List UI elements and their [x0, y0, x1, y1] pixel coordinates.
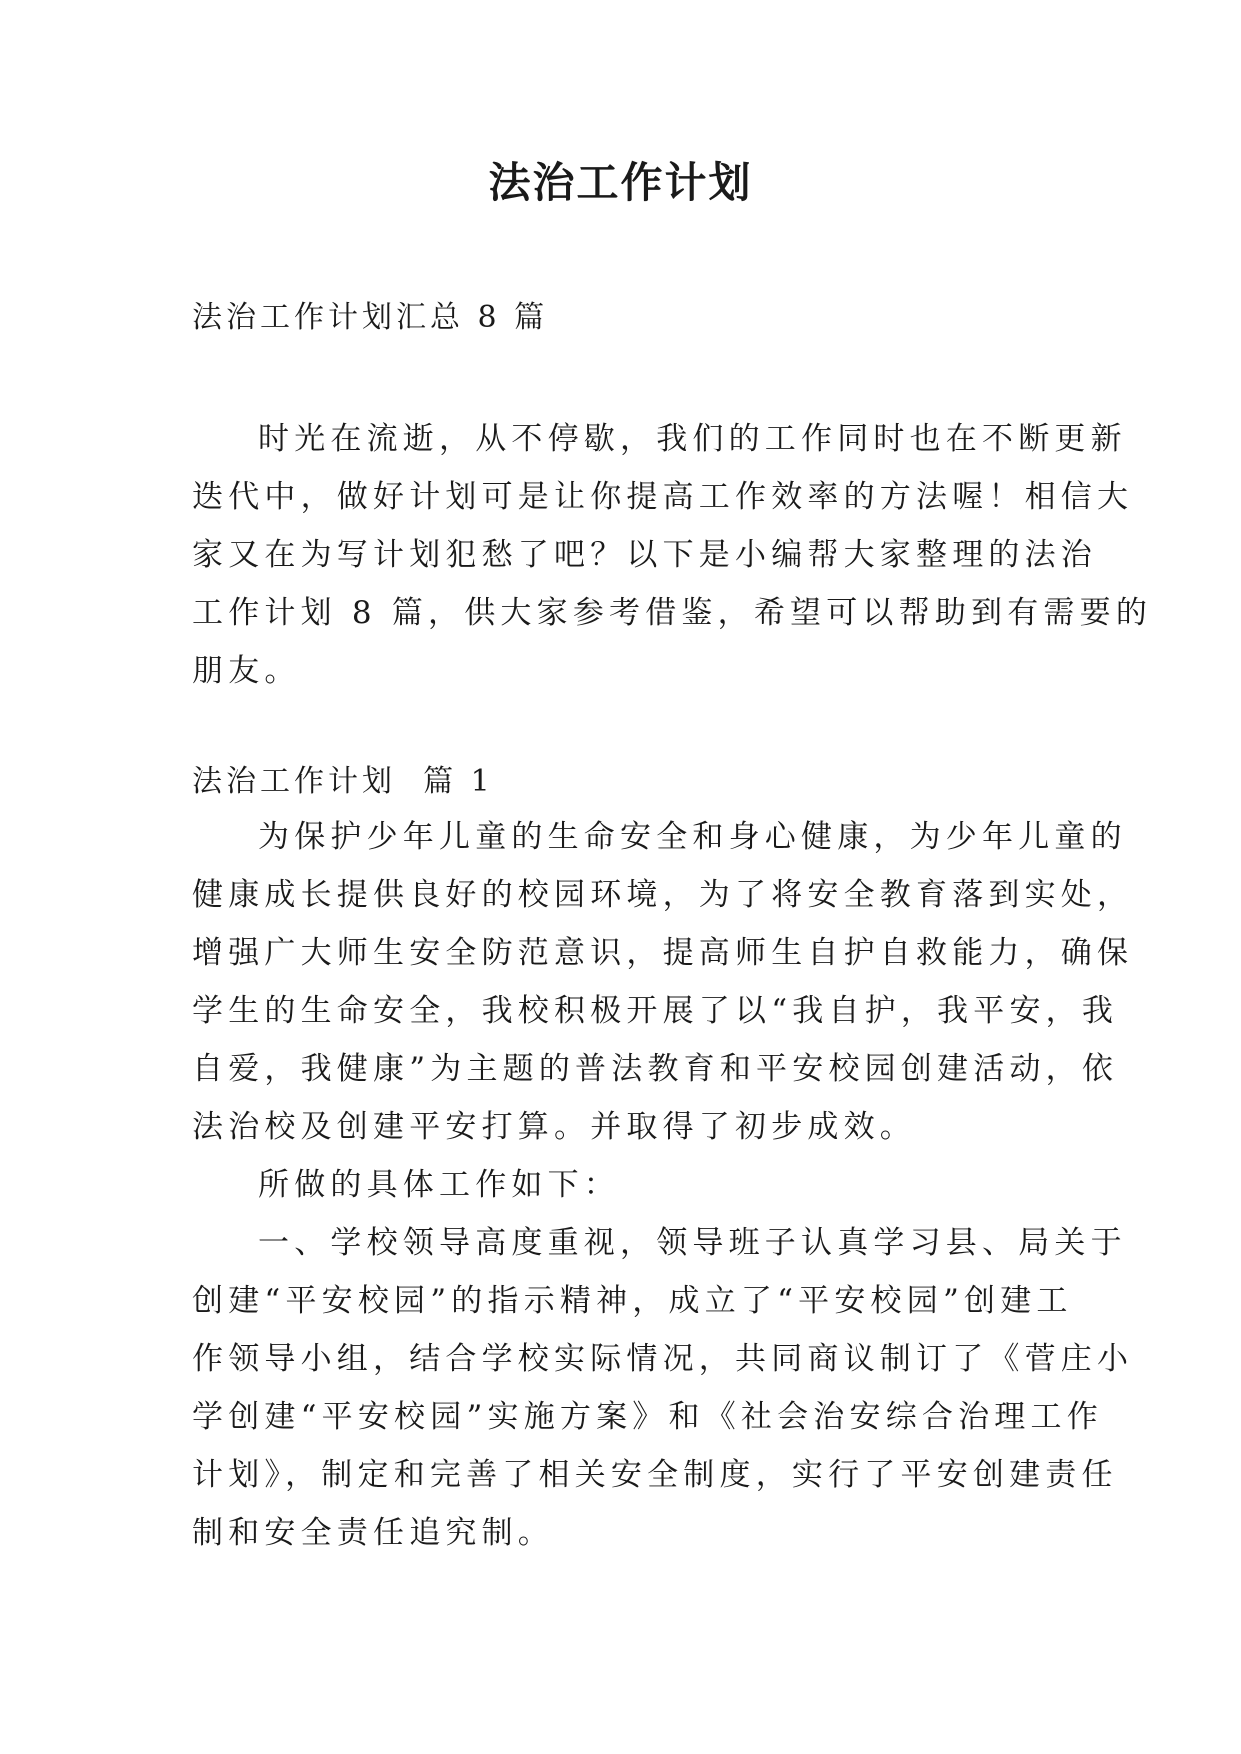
- intro-paragraph: [192, 410, 1153, 700]
- section1-line: 所做的具体工作如下：: [258, 1167, 620, 1203]
- section1-body: [192, 808, 1134, 1562]
- intro-line: 家又在为写计划犯愁了吧？以下是小编帮大家整理的法治: [192, 537, 1097, 573]
- section-heading: 法治工作计划 篇 1: [192, 764, 494, 799]
- section1-line: 自爱，我健康”为主题的普法教育和平安校园创建活动，依: [192, 1051, 1119, 1087]
- intro-line: 迭代中，做好计划可是让你提高工作效率的方法喔！相信大: [192, 479, 1134, 515]
- section1-line: 学生的生命安全，我校积极开展了以“我自护，我平安，我: [192, 993, 1119, 1029]
- section1-line: 制和安全责任追究制。: [192, 1515, 554, 1551]
- intro-line: 朋友。: [192, 653, 301, 689]
- section1-line: 计划》，制定和完善了相关安全制度，实行了平安创建责任: [192, 1457, 1118, 1493]
- section1-line: 学创建“平安校园”实施方案》和《社会治安综合治理工作: [192, 1399, 1103, 1435]
- section1-line: 创建“平安校园”的指示精神，成立了“平安校园”创建工: [192, 1283, 1073, 1319]
- section1-line: 健康成长提供良好的校园环境，为了将安全教育落到实处，: [192, 877, 1134, 913]
- document-subtitle: 法治工作计划汇总 8 篇: [192, 300, 549, 335]
- section1-line: 一、学校领导高度重视，领导班子认真学习县、局关于: [258, 1225, 1127, 1261]
- section1-line: 为保护少年儿童的生命安全和身心健康，为少年儿童的: [258, 819, 1127, 855]
- intro-line: 工作计划 8 篇，供大家参考借鉴，希望可以帮助到有需要的: [192, 595, 1153, 631]
- intro-line: 时光在流逝，从不停歇，我们的工作同时也在不断更新: [258, 421, 1127, 457]
- section1-line: 增强广大师生安全防范意识，提高师生自护自救能力，确保: [192, 935, 1134, 971]
- document-title: 法治工作计划: [488, 158, 753, 207]
- section1-line: 法治校及创建平安打算。并取得了初步成效。: [192, 1109, 916, 1145]
- section1-line: 作领导小组，结合学校实际情况，共同商议制订了《菅庄小: [192, 1341, 1134, 1377]
